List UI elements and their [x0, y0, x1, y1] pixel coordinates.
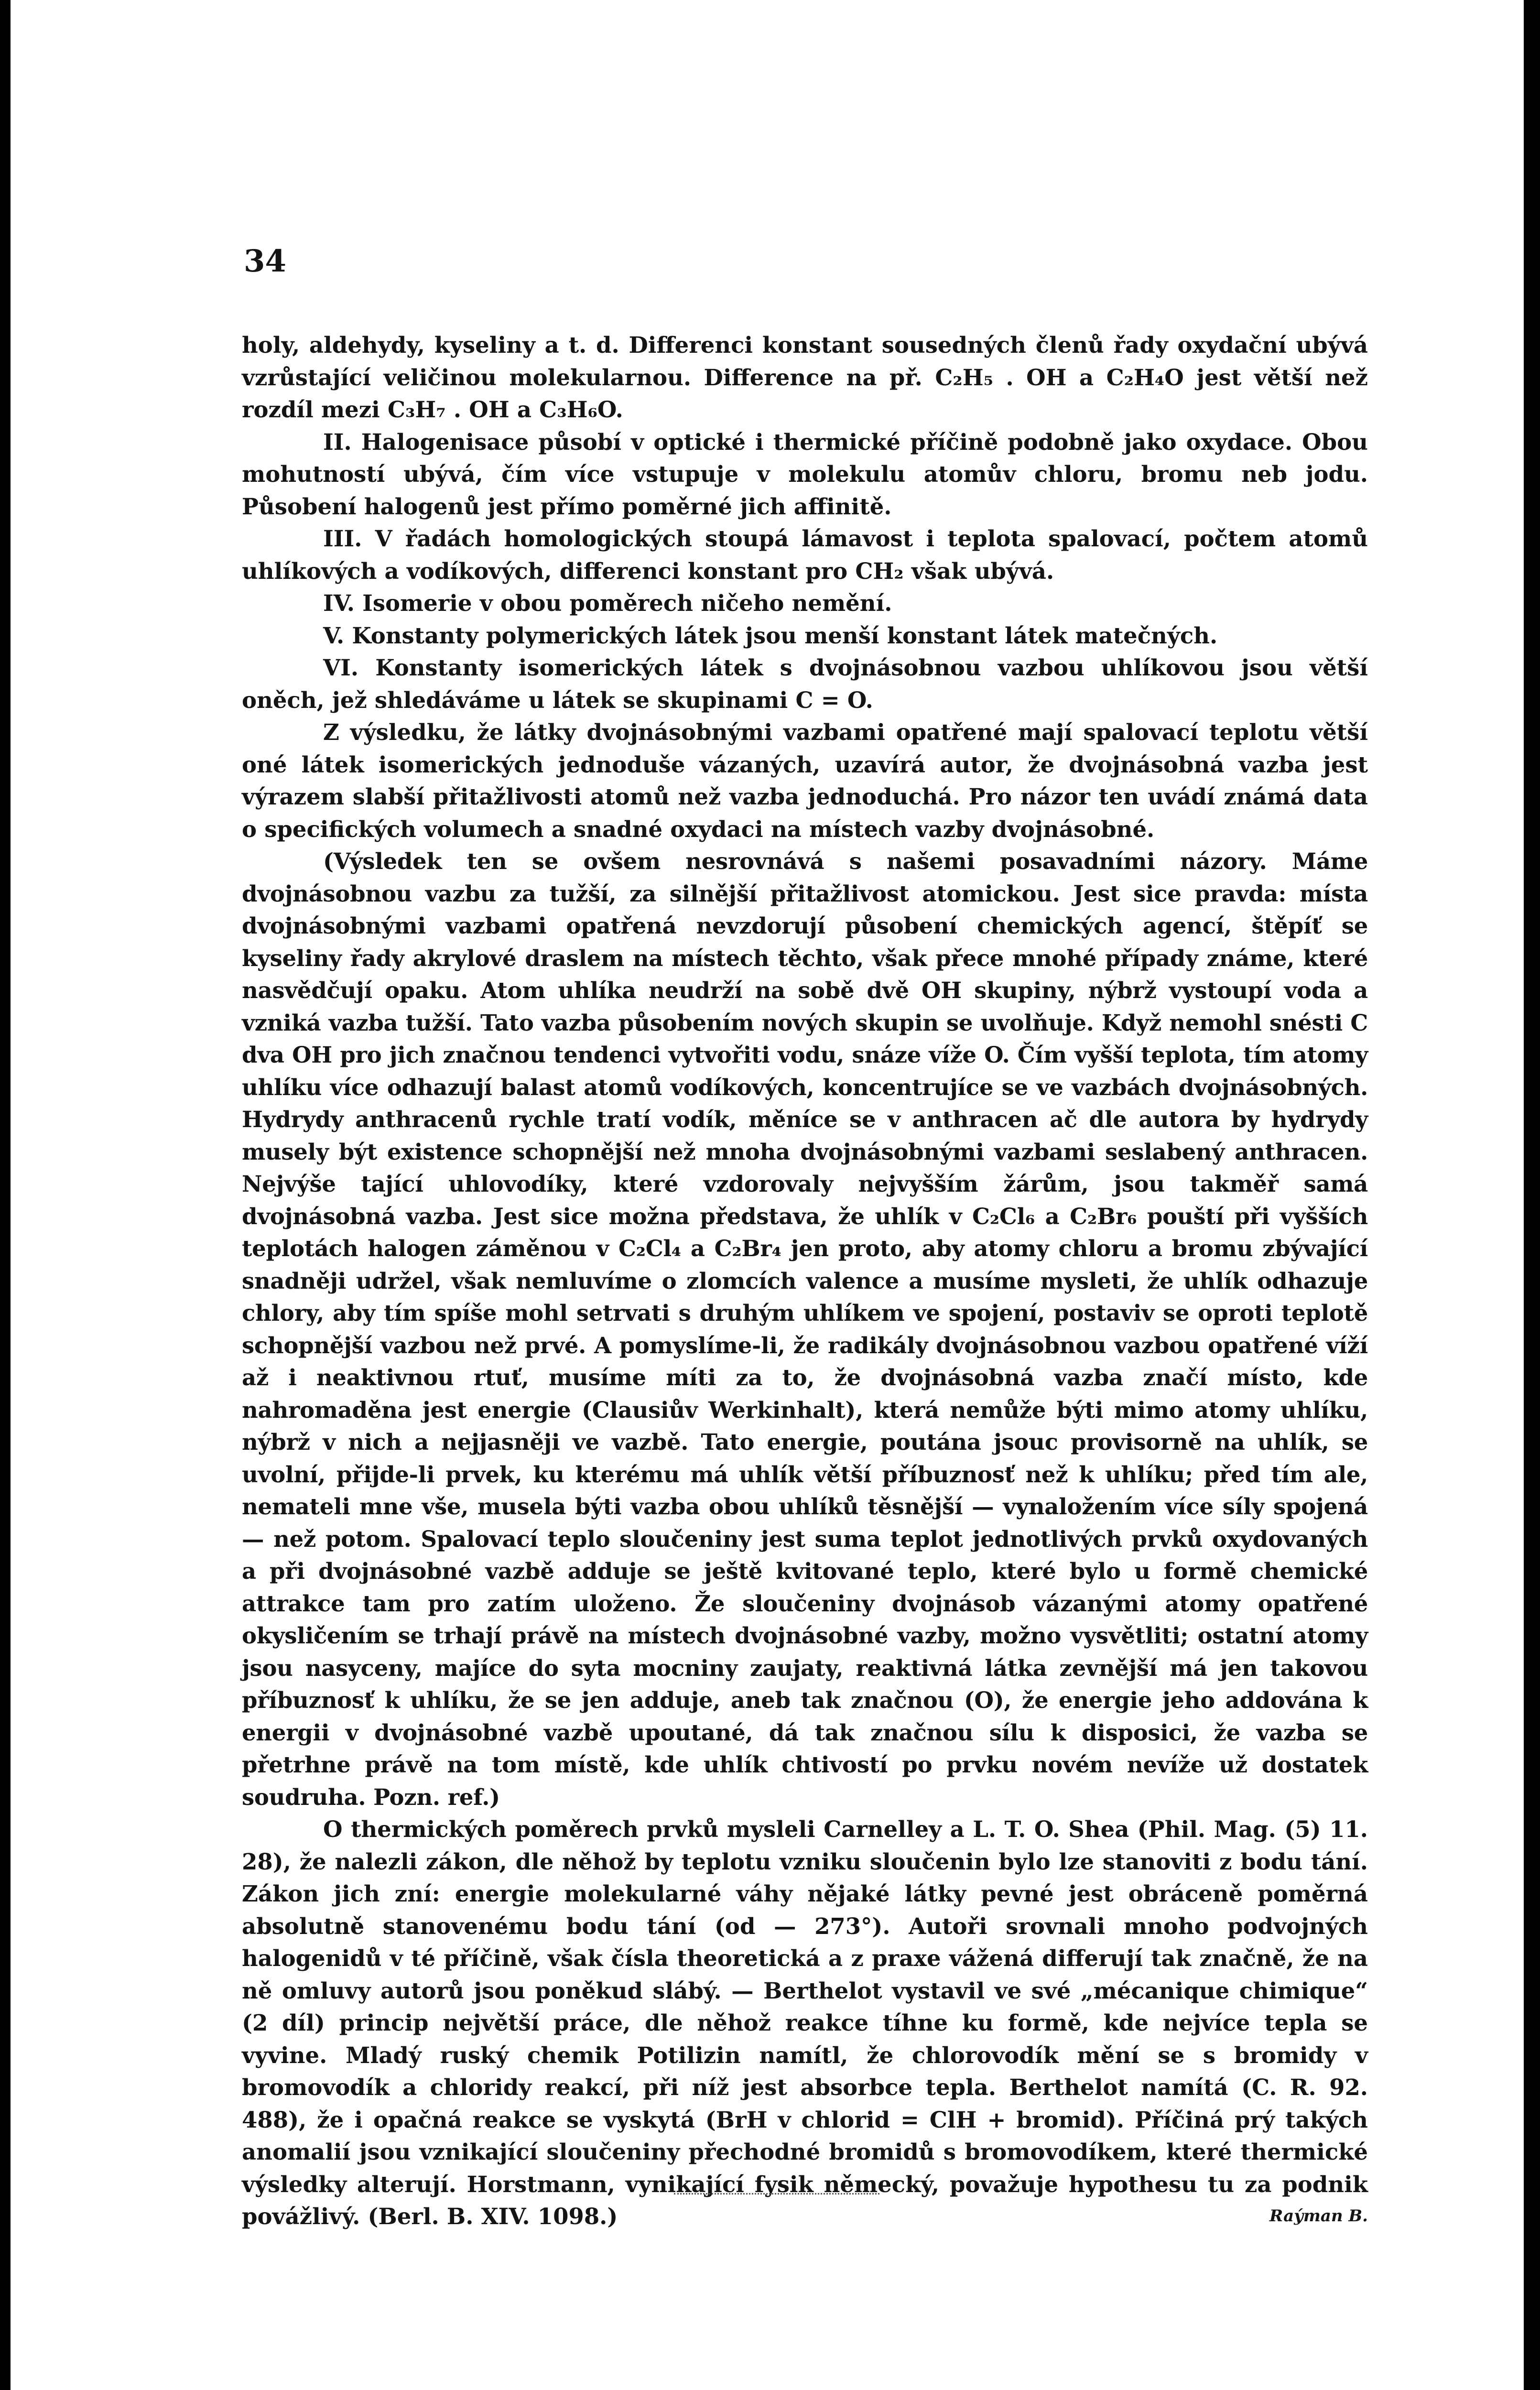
article-body [242, 329, 1368, 2233]
page-number: 34 [244, 243, 287, 279]
paragraph-rule-5: V. Konstanty polymerických látek jsou menší konstant látek matečných. [323, 622, 1218, 649]
signature: Raýman B. [1269, 2206, 1368, 2226]
paragraph-rule-6: VI. Konstanty isomerických látek s dvojnásobnou vazbou uhlíkovou jsou větší oněch, jež shledáváme u látek se skupinami C = O. [242, 654, 1368, 713]
paragraph-rule-3: III. V řadách homologických stoupá lámavost i teplota spalovací, počtem atomů uhlíkových a vodíkových, differenci konstant pro CH₂ však ubývá. [242, 525, 1368, 584]
end-ornament [674, 2188, 879, 2194]
paragraph-conclusion: Z výsledku, že látky dvojnásobnými vazbami opatřené mají spalovací teplotu větší oné látek isomerických jednoduše vázaných, uzavírá autor, že dvojnásobná vazba jest výrazem slabší přitažlivosti atomů než vazba jednoduchá. Pro názor ten uvádí známá data o specifických volumech a snadné oxydaci na místech vazby dvojnásobné. [242, 719, 1368, 842]
paragraph-thermal-text: O thermických poměrech prvků mysleli Carnelley a L. T. O. Shea (Phil. Mag. (5) 11. 28), že nalezli zákon, dle něhož by teplotu vzniku sloučenin bylo lze stanoviti z bodu tání. Zákon jich zní: energie molekularné váhy nějaké látky pevné jest obráceně poměrná absolutně stanovenému bodu tání (od — 273°). Autoři srovnali mnoho podvojných halogenidů v té příčině, však čísla theoretická a z praxe vážená differují tak značně, že na ně omluvy autorů jsou poněkud slábý. — Berthelot vystavil ve své „mécanique chimique“ (2 díl) princip největší práce, dle něhož reakce tíhne ku formě, kde nejvíce tepla se vyvine. Mladý ruský chemik Potilizin namítl, že chlorovodík mění se s bromidy v bromovodík a chloridy reakcí, při níž jest absorbce tepla. Berthelot namítá (C. R. 92. 488), že i opačná reakce se vyskytá (BrH v chlorid = ClH + bromid). Příčiná prý takých anomalií jsou vznikající sloučeniny přechodné bromidů s bromovodíkem, které thermické výsledky alterují. Horstmann, vynikající fysik německý, považuje hypothesu tu za podnik povážlivý. (Berl. B. XIV. 1098.) [242, 1816, 1368, 2229]
paragraph-reviewer-note: (Výsledek ten se ovšem nesrovnává s našemi posavadními názory. Máme dvojnásobnou vazbu za tužší, za silnější přitažlivost atomickou. Jest sice pravda: místa dvojnásobnými vazbami opatřená nevzdorují působení chemických agencí, štěpíť se kyseliny řady akrylové draslem na místech těchto, však přece mnohé případy známe, které nasvědčují opaku. Atom uhlíka neudrží na sobě dvě OH skupiny, nýbrž vystoupí voda a vzniká vazba tužší. Tato vazba působením nových skupin se uvolňuje. Když nemohl snésti C dva OH pro jich značnou tendenci vytvořiti vodu, snáze víže O. Čím vyšší teplota, tím atomy uhlíku více odhazují balast atomů vodíkových, koncentrujíce se ve vazbách dvojnásobných. Hydrydy anthracenů rychle tratí vodík, měníce se v anthracen ač dle autora by hydrydy musely být existence schopnější než mnoha dvojnásobnými vazbami seslabený anthracen. Nejvýše tající uhlovodíky, které vzdorovaly nejvyšším žárům, jsou takměř samá dvojnásobná vazba. Jest sice možna představa, že uhlík v C₂Cl₆ a C₂Br₆ pouští při vyšších teplotách halogen záměnou v C₂Cl₄ a C₂Br₄ jen proto, aby atomy chloru a bromu zbývající snadněji udržel, však nemluvíme o zlomcích valence a musíme mysleti, že uhlík odhazuje chlory, aby tím spíše mohl setrvati s druhým uhlíkem ve spojení, postaviv se oproti teplotě schopnější vazbou než prvé. A pomyslíme-li, že radikály dvojnásobnou vazbou opatřené víží až i neaktivnou rtuť, musíme míti za to, že dvojnásobná vazba značí místo, kde nahromaděna jest energie (Clausiův Werkinhalt), která nemůže býti mimo atomy uhlíku, nýbrž v nich a nejjasněji ve vazbě. Tato energie, poutána jsouc provisorně na uhlík, se uvolní, přijde-li prvek, ku kterému má uhlík větší příbuznosť než k uhlíku; před tím ale, nemateli mne vše, musela býti vazba obou uhlíků těsnější — vynaložením více síly spojená — než potom. Spalovací teplo sloučeniny jest suma teplot jednotlivých prvků oxydovaných a při dvojnásobné vazbě adduje se ještě kvitované teplo, které bylo u formě chemické attrakce tam pro zatím uloženo. Že sloučeniny dvojnásob vázanými atomy opatřené okysličením se trhají právě na místech dvojnásobné vazby, možno vysvětliti; ostatní atomy jsou nasyceny, majíce do syta mocniny zaujaty, reaktivná látka zevnější má jen takovou příbuznosť k uhlíku, že se jen adduje, aneb tak značnou (O), že energie jeho addována k energii v dvojnásobné vazbě upoutané, dá tak značnou sílu k disposici, že vazba se přetrhne právě na tom místě, kde uhlík chtivostí po prvku novém nevíže už dostatek soudruha. Pozn. ref.) [242, 848, 1368, 1810]
paragraph-continuation: holy, aldehydy, kyseliny a t. d. Differenci konstant sousedných členů řady oxydační ubývá vzrůstající veličinou molekularnou. Difference na př. C₂H₅ . OH a C₂H₄O jest větší než rozdíl mezi C₃H₇ . OH a C₃H₆O. [242, 332, 1368, 423]
paragraph-thermal-relations [242, 1813, 1368, 2233]
paragraph-rule-2: II. Halogenisace působí v optické i thermické příčině podobně jako oxydace. Obou mohutností ubývá, čím více vstupuje v molekulu atomův chloru, bromu neb jodu. Působení halogenů jest přímo poměrné jich affinitě. [242, 428, 1368, 520]
paragraph-rule-4: IV. Isomerie v obou poměrech ničeho nemění. [323, 590, 892, 616]
